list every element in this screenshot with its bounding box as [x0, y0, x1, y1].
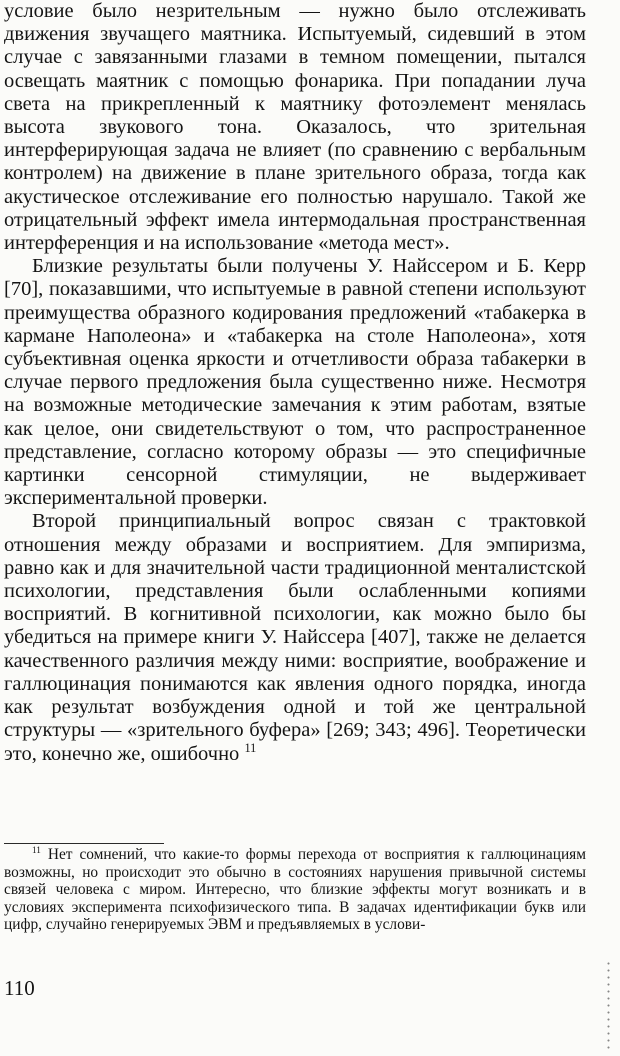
- scan-edge-marks: [606, 960, 612, 1050]
- paragraph-3: [4, 510, 586, 765]
- footnote-mark: 11: [32, 844, 41, 855]
- paragraph-1: условие было незрительным — нужно было отслеживать движения звучащего маятника. Испытуемый, сидевший в этом случае с завязанными глазами в темном помещении, пытался освещать маятник с помощью фонарика. При попадании луча света на прикрепленный к маятнику фотоэлемент менялась высота звукового тона. Оказалось, что зрительная интерферирующая задача не влияет (по сравнению с вербальным контролем) на движение в плане зрительного образа, тогда как акустическое отслеживание его полностью нарушало. Такой же отрицательный эффект имела интермодальная пространственная интерференция и на использование «метода мест».: [4, 0, 586, 255]
- paragraph-2: Близкие результаты были получены У. Найссером и Б. Керр [70], показавшими, что испытуемые в равной степени используют преимущества образного кодирования предложений «табакерка в кармане Наполеона» и «табакерка на столе Наполеона», хотя субъективная оценка яркости и отчетливости образа табакерки в случае первого предложения была существенно ниже. Несмотря на возможные методические замечания к этим работам, взятые как целое, они свидетельствуют о том, что распространенное представление, согласно которому образы — это специфичные картинки сенсорной стимуляции, не выдерживает экспериментальной проверки.: [4, 255, 586, 510]
- footnote-paragraph: [4, 846, 586, 934]
- footnote-text: Нет сомнений, что какие-то формы перехода от восприятия к галлюцинациям возможны, но происходит это обычно в состояниях нарушения привычной системы связей человека с миром. Интересно, что близкие эффекты могут возникать и в условиях эксперимента психофизического типа. В задачах идентификации букв или цифр, случайно генерируемых ЭВМ и предъявляемых в услови-: [4, 846, 586, 934]
- paragraph-3-text: Второй принципиальный вопрос связан с трактовкой отношения между образами и восприятием. Для эмпиризма, равно как и для значительной части традиционной менталистской психологии, представления были ослабленными копиями восприятий. В когнитивной психологии, как можно было бы убедиться на примере книги У. Найссера [407], также не делается качественного различия между ними: восприятие, воображение и галлюцинация понимаются как явления одного порядка, иногда как результат возбуждения одной и той же центральной структуры — «зрительного буфера» [269; 343; 496]. Теоретически это, конечно же, ошибочно: [4, 510, 586, 765]
- footnote: [4, 846, 586, 934]
- footnote-separator: [4, 843, 164, 844]
- main-text: [4, 0, 586, 766]
- footnote-reference: 11: [244, 740, 257, 755]
- page-number: 110: [4, 976, 35, 1000]
